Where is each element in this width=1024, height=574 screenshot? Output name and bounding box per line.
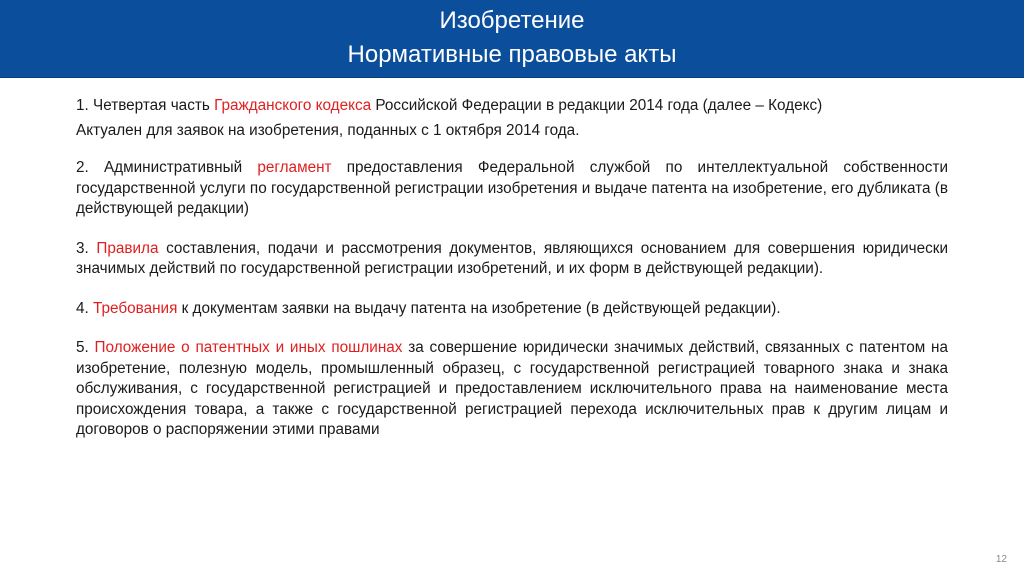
list-item-1 [76,96,948,141]
slide-content [76,96,948,460]
slide-header [0,0,1024,78]
slide-title: Изобретение [439,7,585,34]
slide-subtitle: Нормативные правовые акты [347,41,677,68]
item-5-suffix: за совершение юридически значимых действий, связанных с патентом на изобретение, полезную модель, промышленный образец, с государственной регистрацией товарного знака и знака обслуживания, с государственной регистрацией и предоставлением исключительного права на наименование места происхождения товара, а также с государственной регистрацией перехода исключительных прав к другим лицам и договоров о распоряжении этими правами [76,339,948,438]
page-number: 12 [995,554,1007,565]
item-2-prefix: 2. Административный [76,159,258,176]
item-4-highlight: Требования [93,299,178,317]
list-item-2 [76,158,948,220]
item-1-highlight: Гражданского кодекса [214,97,372,114]
item-1-suffix: Российской Федерации в редакции 2014 года (далее – Кодекс) [371,97,823,114]
item-5-prefix: 5. [76,339,95,356]
item-1-line2: Актуален для заявок на изобретения, поданных с 1 октября 2014 года. [76,121,580,139]
item-3-highlight: Правила [96,239,159,257]
item-3-prefix: 3. [76,239,97,257]
list-item-4 [76,299,948,320]
item-2-highlight: регламент [257,159,332,176]
list-item-3 [76,239,948,280]
item-1-prefix: 1. Четвертая часть [76,97,215,114]
list-item-5 [76,338,948,441]
item-2-suffix: предоставления Федеральной службой по интеллектуальной собственности государственной услуги по государственной регистрации изобретения и выдаче патента на изобретение, его дубликата (в действующей редакции) [76,159,948,217]
item-5-highlight: Положение о патентных и иных пошлинах [94,339,403,356]
item-3-suffix: составления, подачи и рассмотрения документов, являющихся основанием для совершения юридически значимых действий по государственной регистрации изобретений, и их форм в действующей редакции). [76,239,948,277]
item-4-prefix: 4. [76,299,94,317]
item-4-suffix: к документам заявки на выдачу патента на изобретение (в действующей редакции). [177,299,781,317]
